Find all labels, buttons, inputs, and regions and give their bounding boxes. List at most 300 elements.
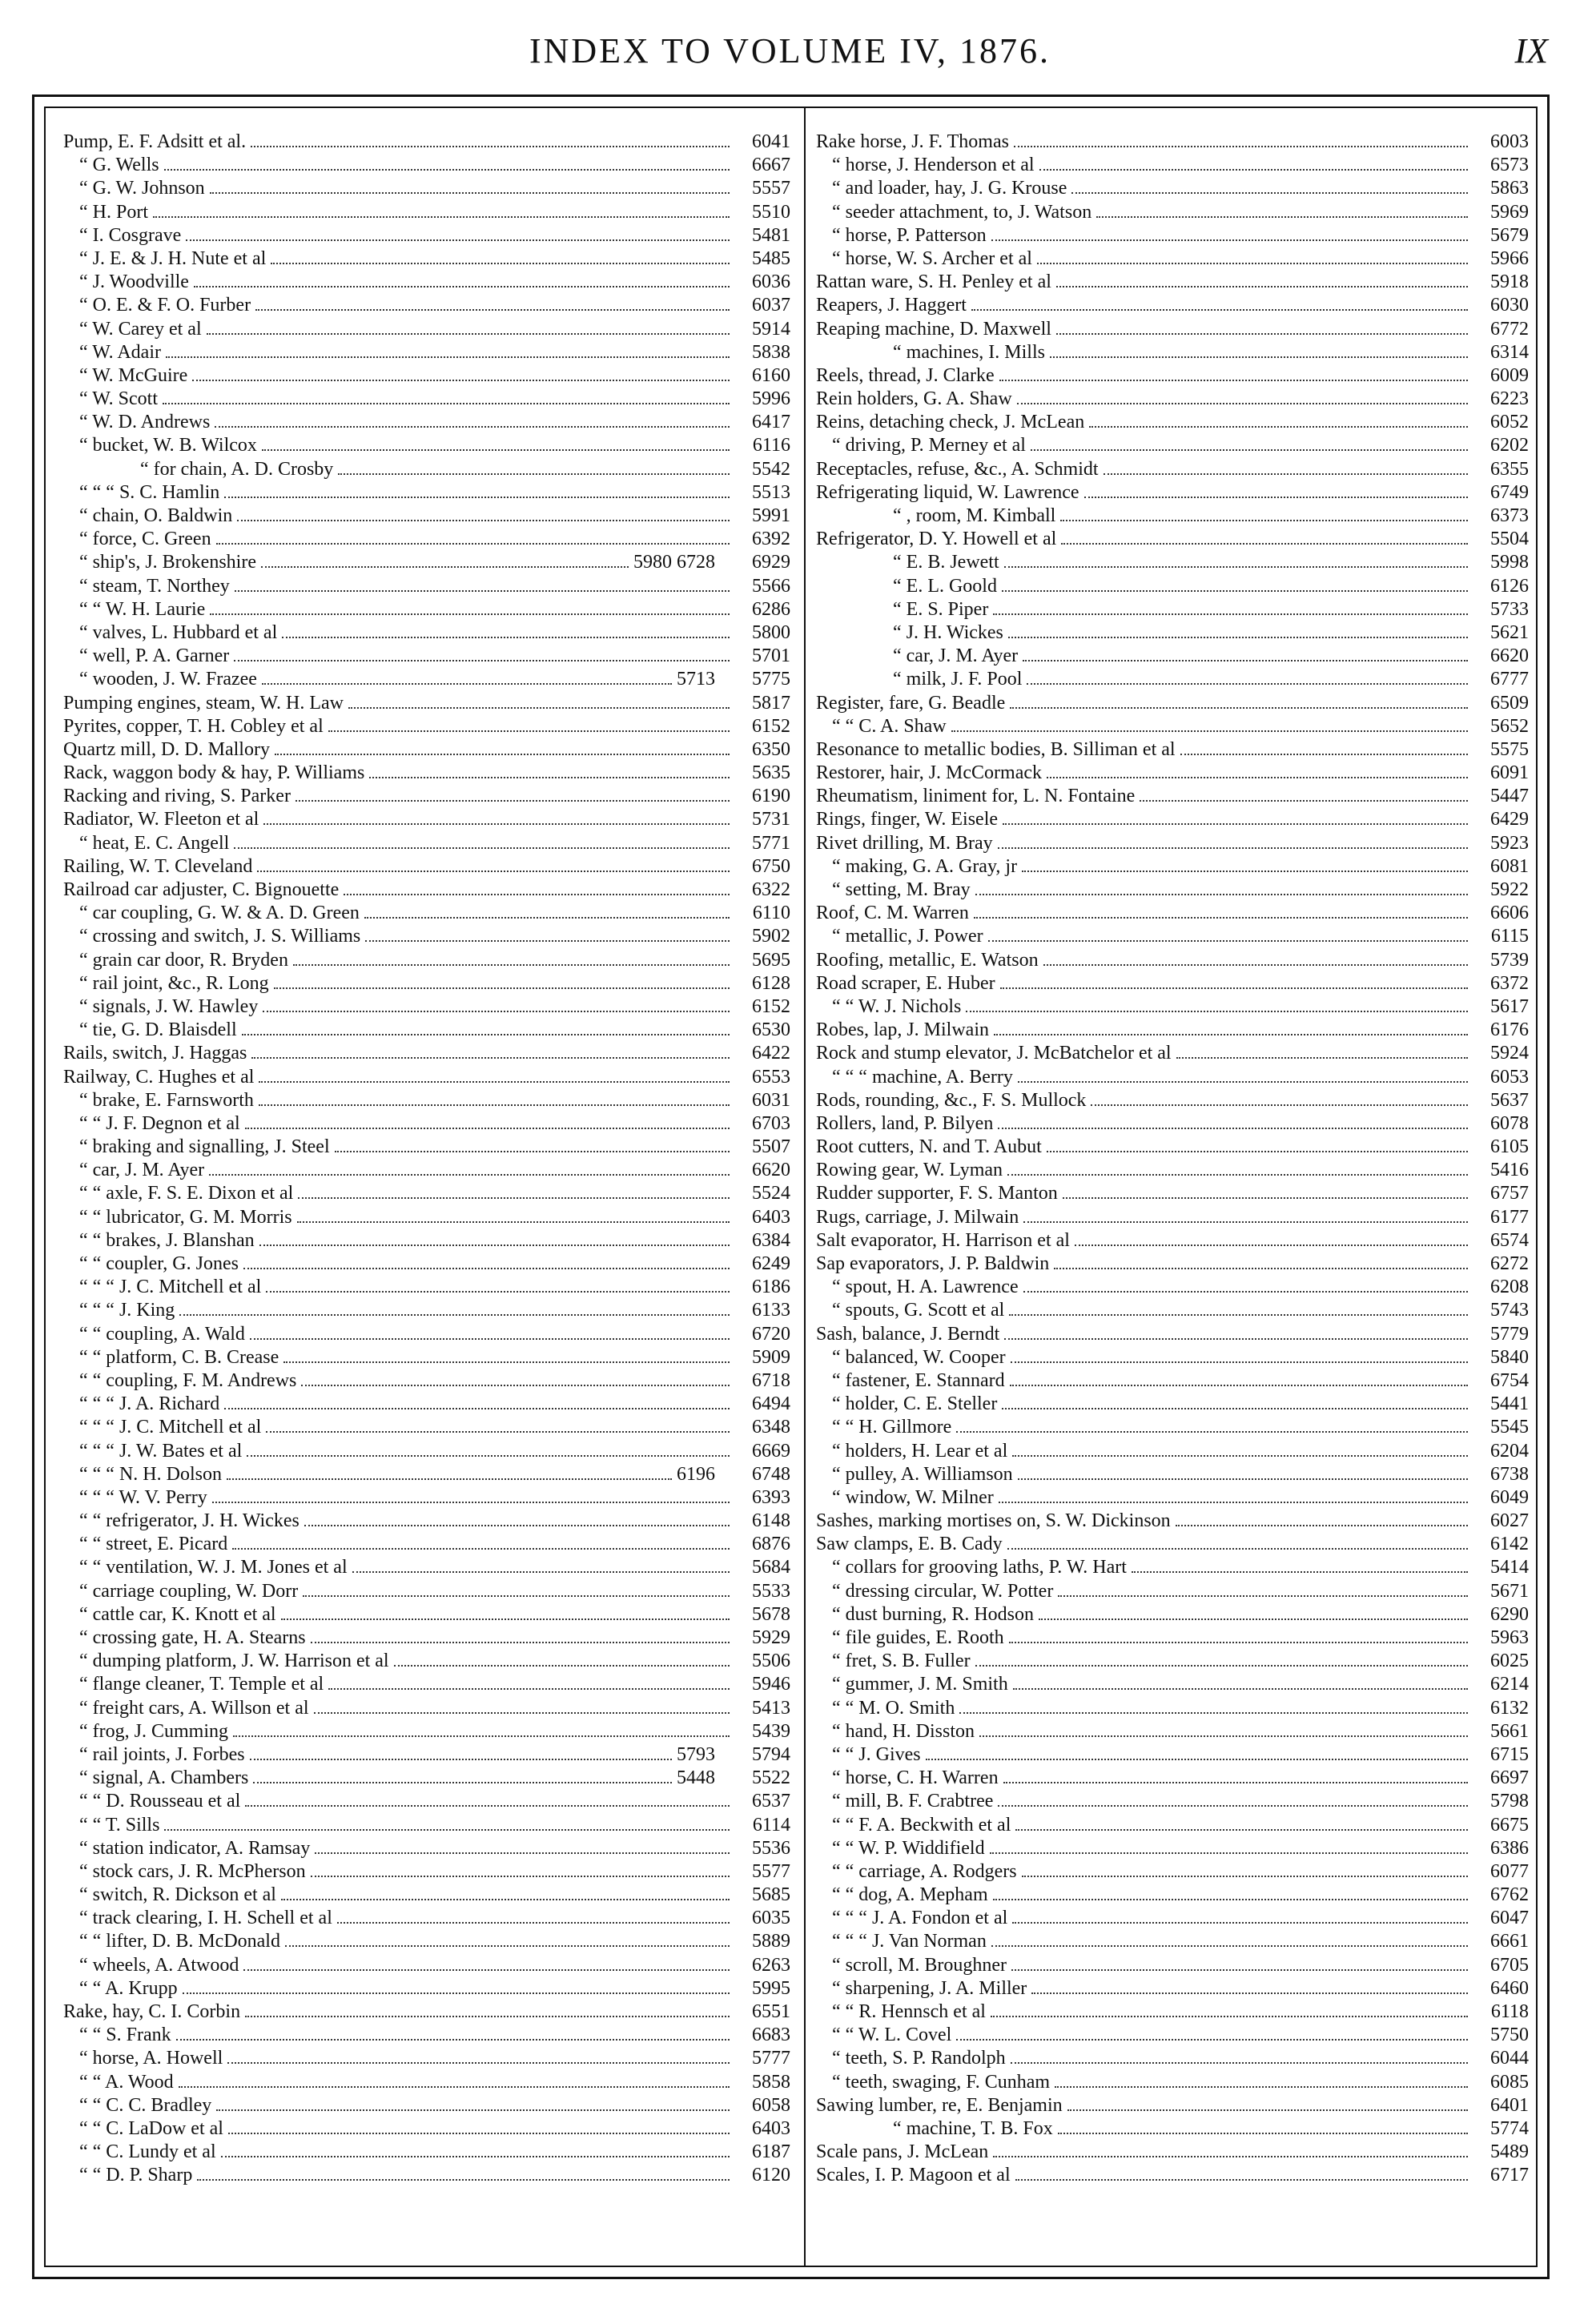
entry-text: “ “ “ N. H. Dolson (79, 1463, 222, 1485)
entry-number: 6675 (1490, 1814, 1529, 1836)
entry-number: 6223 (1490, 388, 1529, 410)
entry-number: 6037 (752, 295, 790, 316)
dot-leader (235, 590, 730, 592)
entry-text: “ “ T. Sills (79, 1814, 160, 1836)
entry-text: Refrigerator, D. Y. Howell et al (816, 529, 1057, 550)
dot-leader (263, 823, 730, 825)
entry-number: 5684 (752, 1557, 790, 1578)
dot-leader (344, 894, 730, 895)
entry-number: 5946 (752, 1674, 790, 1695)
entry-number: 5439 (752, 1720, 790, 1742)
dot-leader (176, 2039, 730, 2041)
entry-number: 6058 (752, 2094, 790, 2116)
entry-number: 5617 (1490, 995, 1529, 1017)
entry-body (832, 154, 1473, 177)
index-entry (63, 1743, 790, 1767)
index-entry (63, 1089, 790, 1112)
dot-leader (183, 1992, 730, 1994)
entry-text: “ force, C. Green (79, 529, 211, 550)
entry-body (816, 1182, 1473, 1205)
entry-text: “ rail joints, J. Forbes (79, 1743, 245, 1765)
entry-text: “ bucket, W. B. Wilcox (79, 435, 257, 456)
dot-leader (243, 1268, 730, 1269)
entry-text: Railroad car adjuster, C. Bignouette (63, 879, 340, 900)
dot-leader (971, 309, 1468, 311)
entry-number: 6132 (1490, 1697, 1529, 1719)
entry-number: 6142 (1490, 1534, 1529, 1555)
entry-body (79, 505, 734, 528)
dot-leader (1023, 1291, 1468, 1293)
dot-leader (215, 426, 730, 428)
entry-body (816, 902, 1473, 925)
dot-leader (1091, 1104, 1468, 1106)
entry-body (893, 551, 1473, 574)
index-entry (63, 1253, 790, 1276)
entry-body (832, 1556, 1473, 1579)
dot-leader (243, 1969, 730, 1971)
dot-leader (993, 613, 1468, 615)
entry-text: “ “ “ J. C. Mitchell et al (79, 1277, 262, 1298)
entry-text: “ “ R. Hennsch et al (832, 2001, 986, 2022)
index-entry (816, 1626, 1529, 1650)
entry-body (79, 1182, 734, 1205)
dot-leader (1075, 1244, 1468, 1246)
entry-number: 6114 (752, 1814, 790, 1836)
index-entry (63, 949, 790, 972)
entry-number: 5536 (752, 1837, 790, 1859)
index-entry (63, 808, 790, 831)
entry-number: 6929 (752, 552, 790, 573)
dot-leader (1054, 1268, 1468, 1269)
entry-text: “ “ W. P. Widdifield (832, 1837, 985, 1859)
entry-number: 6049 (1490, 1486, 1529, 1508)
dot-leader (1013, 1688, 1468, 1690)
index-entry (816, 1019, 1529, 1042)
dot-leader (261, 566, 629, 568)
dot-leader (1011, 1361, 1468, 1363)
index-entry (63, 1884, 790, 1907)
entry-number: 6403 (752, 2117, 790, 2139)
dot-leader (1176, 1525, 1468, 1526)
index-entry (63, 2141, 790, 2164)
index-entry (63, 1533, 790, 1556)
entry-text: Pyrites, copper, T. H. Cobley et al (63, 715, 324, 737)
entry-number: 6152 (752, 715, 790, 737)
index-entry (816, 645, 1529, 668)
index-entry (63, 598, 790, 621)
entry-number: 5671 (1490, 1580, 1529, 1602)
entry-number: 5504 (1490, 529, 1529, 550)
entry-text: “ station indicator, A. Ramsay (79, 1837, 311, 1859)
index-entry (63, 154, 790, 177)
entry-body (79, 1860, 734, 1884)
entry-body (832, 1346, 1473, 1369)
page-frame (32, 94, 1550, 2279)
entry-text: “ signals, J. W. Hawley (79, 995, 259, 1017)
index-entry (63, 2024, 790, 2047)
entry-number: 6553 (752, 1066, 790, 1088)
entry-text: “ “ “ J. King (79, 1300, 175, 1321)
entry-text: Rack, waggon body & hay, P. Williams (63, 762, 365, 784)
entry-text: “ making, G. A. Gray, jr (832, 855, 1018, 877)
entry-text: “ “ A. Krupp (79, 1977, 178, 1999)
index-entry (816, 902, 1529, 925)
entry-text: Scale pans, J. McLean (816, 2141, 989, 2163)
dot-leader (999, 380, 1468, 381)
entry-number: 6272 (1490, 1253, 1529, 1274)
entry-number: 6401 (1490, 2094, 1529, 2116)
index-entry (63, 1066, 790, 1089)
dot-leader (369, 777, 730, 778)
entry-body (832, 1743, 1473, 1767)
entry-body (79, 2141, 734, 2164)
entry-number: 5447 (1490, 786, 1529, 807)
entry-text: “ “ “ J. Van Norman (832, 1931, 987, 1952)
dot-leader (283, 1361, 730, 1363)
entry-body (832, 1369, 1473, 1393)
entry-text: “ “ W. J. Nichols (832, 995, 962, 1017)
entry-number: 6152 (752, 995, 790, 1017)
entry-body (79, 1907, 734, 1930)
entry-number: 5524 (752, 1183, 790, 1204)
entry-number: 5966 (1490, 247, 1529, 269)
dot-leader (1023, 660, 1468, 661)
entry-number: 6703 (752, 1112, 790, 1134)
dot-leader (994, 1034, 1468, 1035)
entry-number: 5701 (752, 645, 790, 667)
dot-leader (1043, 964, 1468, 966)
entry-body (832, 2047, 1473, 2070)
column-divider (804, 108, 806, 2266)
index-entry (816, 598, 1529, 621)
index-entry (816, 1393, 1529, 1416)
entry-number: 6186 (752, 1277, 790, 1298)
dot-leader (1003, 1782, 1468, 1783)
entry-body (832, 1884, 1473, 1907)
dot-leader (338, 473, 730, 475)
entry-number: 5481 (752, 224, 790, 246)
entry-body (832, 1580, 1473, 1603)
dot-leader (237, 520, 730, 521)
entry-body (832, 1486, 1473, 1510)
page-frame-inner (44, 107, 1538, 2267)
entry-number: 6530 (752, 1019, 790, 1041)
entry-text: “ horse, C. H. Warren (832, 1767, 999, 1789)
dot-leader (275, 754, 730, 755)
entry-number: 5798 (1490, 1791, 1529, 1812)
entry-text: Rake horse, J. F. Thomas (816, 131, 1009, 152)
dot-leader (262, 683, 672, 685)
dot-leader (250, 1338, 730, 1340)
entry-text: “ fret, S. B. Fuller (832, 1651, 971, 1672)
dot-leader (263, 1011, 730, 1012)
dot-leader (328, 730, 730, 732)
dot-leader (304, 1525, 730, 1526)
entry-body (832, 879, 1473, 902)
entry-number: 6460 (1490, 1977, 1529, 1999)
entry-number: 6762 (1490, 1884, 1529, 1906)
index-entry (63, 785, 790, 808)
entry-text: Rock and stump elevator, J. McBatchelor et al (816, 1043, 1172, 1064)
index-entry (816, 364, 1529, 388)
entry-text: “ “ A. Wood (79, 2071, 174, 2093)
dot-leader (1037, 263, 1468, 264)
index-entry (63, 1112, 790, 1136)
index-entry (63, 2117, 790, 2141)
index-entry (816, 808, 1529, 831)
entry-text: “ “ coupling, F. M. Andrews (79, 1369, 297, 1391)
index-entry (816, 2141, 1529, 2164)
entry-text: “ wheels, A. Atwood (79, 1954, 239, 1976)
entry-number: 6177 (1490, 1206, 1529, 1228)
entry-number: 5513 (752, 481, 790, 503)
dot-leader (394, 1665, 730, 1667)
entry-number: 6290 (1490, 1603, 1529, 1625)
entry-number: 6620 (752, 1160, 790, 1181)
entry-body (79, 621, 734, 645)
entry-body (79, 949, 734, 972)
dot-leader (1027, 683, 1468, 685)
entry-text: “ ship's, J. Brokenshire (79, 552, 256, 573)
entry-number: 6204 (1490, 1440, 1529, 1462)
index-entry (63, 201, 790, 224)
index-entry (63, 1206, 790, 1229)
entry-text: “ W. McGuire (79, 364, 188, 386)
entry-text: Railway, C. Hughes et al (63, 1066, 255, 1088)
dot-leader (179, 1314, 730, 1316)
entry-body (893, 2117, 1473, 2141)
entry-text: “ J. Woodville (79, 271, 189, 293)
entry-number: 5858 (752, 2071, 790, 2093)
entry-text: “ switch, R. Dickson et al (79, 1884, 276, 1906)
entry-body (816, 1112, 1473, 1136)
entry-text: “ crossing gate, H. A. Stearns (79, 1627, 306, 1648)
dot-leader (926, 1759, 1468, 1760)
entry-body (832, 434, 1473, 457)
entry-body (79, 1136, 734, 1159)
dot-leader (1047, 777, 1468, 778)
dot-leader (1012, 1455, 1468, 1457)
entry-text: Sap evaporators, J. P. Baldwin (816, 1253, 1050, 1274)
index-entry (816, 621, 1529, 645)
entry-body (79, 1720, 734, 1743)
entry-body (79, 154, 734, 177)
dot-leader (232, 1548, 730, 1550)
entry-body (79, 1697, 734, 1720)
index-column-left (63, 131, 790, 2188)
dot-leader (209, 1174, 730, 1176)
index-entry (816, 1416, 1529, 1439)
index-entry (816, 1323, 1529, 1346)
entry-text: Saw clamps, E. B. Cady (816, 1534, 1003, 1555)
entry-text: Reapers, J. Haggert (816, 295, 967, 316)
entry-body (816, 2164, 1473, 2187)
entry-text: “ “ “ J. W. Bates et al (79, 1440, 243, 1462)
entry-number: 5695 (752, 949, 790, 971)
entry-text: “ “ ventilation, W. J. M. Jones et al (79, 1557, 348, 1578)
entry-body (832, 224, 1473, 247)
dot-leader (216, 543, 730, 545)
entry-text: “ holder, C. E. Steller (832, 1393, 998, 1415)
entry-number: 5533 (752, 1580, 790, 1602)
entry-number: 5637 (1490, 1089, 1529, 1111)
index-entry (816, 1790, 1529, 1813)
entry-body (63, 2000, 734, 2024)
dot-leader (1096, 216, 1468, 218)
dot-leader (227, 2062, 730, 2064)
index-entry (816, 1369, 1529, 1393)
index-entry (63, 1323, 790, 1346)
index-entry (63, 2094, 790, 2117)
dot-leader (164, 1829, 730, 1831)
index-entry (816, 1112, 1529, 1136)
index-entry (816, 668, 1529, 691)
entry-body (79, 925, 734, 948)
entry-body (832, 1650, 1473, 1673)
index-entry (816, 294, 1529, 317)
index-entry (816, 715, 1529, 738)
entry-number: 5969 (1490, 201, 1529, 223)
entry-body (79, 668, 734, 691)
entry-number: 6003 (1490, 131, 1529, 152)
entry-number: 6187 (752, 2141, 790, 2163)
entry-body (79, 1603, 734, 1626)
dot-leader (1015, 2179, 1468, 2181)
entry-text: “ “ J. F. Degnon et al (79, 1112, 240, 1134)
index-entry (816, 1346, 1529, 1369)
index-entry (816, 995, 1529, 1019)
index-entry (63, 1229, 790, 1253)
entry-text: Rings, finger, W. Eisele (816, 809, 999, 830)
entry-body (816, 2094, 1473, 2117)
dot-leader (224, 1408, 730, 1409)
dot-leader (216, 2109, 730, 2111)
entry-body (140, 458, 734, 481)
dot-leader (993, 1899, 1468, 1900)
entry-body (79, 1089, 734, 1112)
entry-body (816, 1042, 1473, 1065)
index-entry (816, 1159, 1529, 1182)
index-entry (63, 1440, 790, 1463)
entry-number: 5621 (1490, 621, 1529, 643)
index-entry (816, 1486, 1529, 1510)
entry-number: 5923 (1490, 832, 1529, 854)
dot-leader (234, 847, 730, 849)
entry-body (893, 341, 1473, 364)
index-entry (63, 2071, 790, 2094)
entry-body (79, 645, 734, 668)
index-entry (63, 1954, 790, 1977)
entry-body (816, 1229, 1473, 1253)
index-entry (63, 247, 790, 271)
dot-leader (295, 800, 730, 802)
entry-text: “ dressing circular, W. Potter (832, 1580, 1054, 1602)
dot-leader (207, 333, 730, 335)
dot-leader (1104, 473, 1468, 475)
dot-leader (1060, 520, 1468, 521)
entry-body (832, 1930, 1473, 1953)
entry-text: “ track clearing, I. H. Schell et al (79, 1908, 332, 1929)
entry-body (79, 1369, 734, 1393)
dot-leader (951, 730, 1468, 732)
entry-text: “ frog, J. Cumming (79, 1720, 228, 1742)
dot-leader (998, 1805, 1468, 1807)
entry-body (832, 1416, 1473, 1439)
index-entry (63, 902, 790, 925)
entry-number: 5652 (1490, 715, 1529, 737)
index-entry (63, 1463, 790, 1486)
dot-leader (1002, 590, 1468, 592)
index-entry (816, 1930, 1529, 1953)
entry-number: 5995 (752, 1977, 790, 1999)
entry-body (832, 1463, 1473, 1486)
entry-body (832, 1720, 1473, 1743)
dot-leader (194, 286, 730, 288)
entry-number: 5485 (752, 247, 790, 269)
index-entry (63, 364, 790, 388)
entry-body (79, 575, 734, 598)
entry-body (79, 1486, 734, 1510)
entry-body (893, 575, 1473, 598)
entry-number: 6750 (752, 855, 790, 877)
index-entry (816, 1440, 1529, 1463)
entry-text: “ mill, B. F. Crabtree (832, 1791, 994, 1812)
entry-body (79, 1323, 734, 1346)
entry-text: “ E. L. Goold (893, 575, 997, 597)
entry-text: “ “ coupling, A. Wald (79, 1323, 245, 1345)
entry-body (79, 318, 734, 341)
index-entry (816, 1977, 1529, 2000)
entry-number: 6393 (752, 1486, 790, 1508)
entry-text: Radiator, W. Fleeton et al (63, 809, 259, 830)
index-entry (63, 1720, 790, 1743)
entry-number: 5840 (1490, 1346, 1529, 1368)
index-entry (816, 1954, 1529, 1977)
entry-body (79, 1884, 734, 1907)
entry-number: 6202 (1490, 435, 1529, 456)
index-entry (63, 1042, 790, 1065)
dot-leader (956, 1431, 1468, 1433)
entry-body (893, 505, 1473, 528)
entry-number: 6025 (1490, 1651, 1529, 1672)
index-entry (63, 1650, 790, 1673)
entry-number: 6314 (1490, 341, 1529, 363)
dot-leader (281, 1899, 730, 1900)
index-entry (63, 1860, 790, 1884)
index-entry (63, 1159, 790, 1182)
entry-text: “ rail joint, &c., R. Long (79, 972, 269, 994)
entry-body (816, 808, 1473, 831)
dot-leader (1058, 2133, 1468, 2134)
entry-text: “ fastener, E. Stannard (832, 1369, 1005, 1391)
entry-text: “ flange cleaner, T. Temple et al (79, 1674, 324, 1695)
entry-text: “ crossing and switch, J. S. Williams (79, 926, 361, 947)
entry-text: Roofing, metallic, E. Watson (816, 949, 1039, 971)
index-entry (816, 2117, 1529, 2141)
dot-leader (974, 917, 1468, 919)
entry-body (79, 1019, 734, 1042)
dot-leader (1176, 1057, 1468, 1059)
index-entry (63, 879, 790, 902)
entry-body (79, 1626, 734, 1650)
entry-text: Rowing gear, W. Lyman (816, 1160, 1003, 1181)
dot-leader (281, 1618, 730, 1620)
entry-number: 5838 (752, 341, 790, 363)
dot-leader (999, 1502, 1468, 1503)
dot-leader (1002, 1408, 1468, 1409)
entry-body (79, 1510, 734, 1533)
dot-leader (210, 613, 730, 615)
